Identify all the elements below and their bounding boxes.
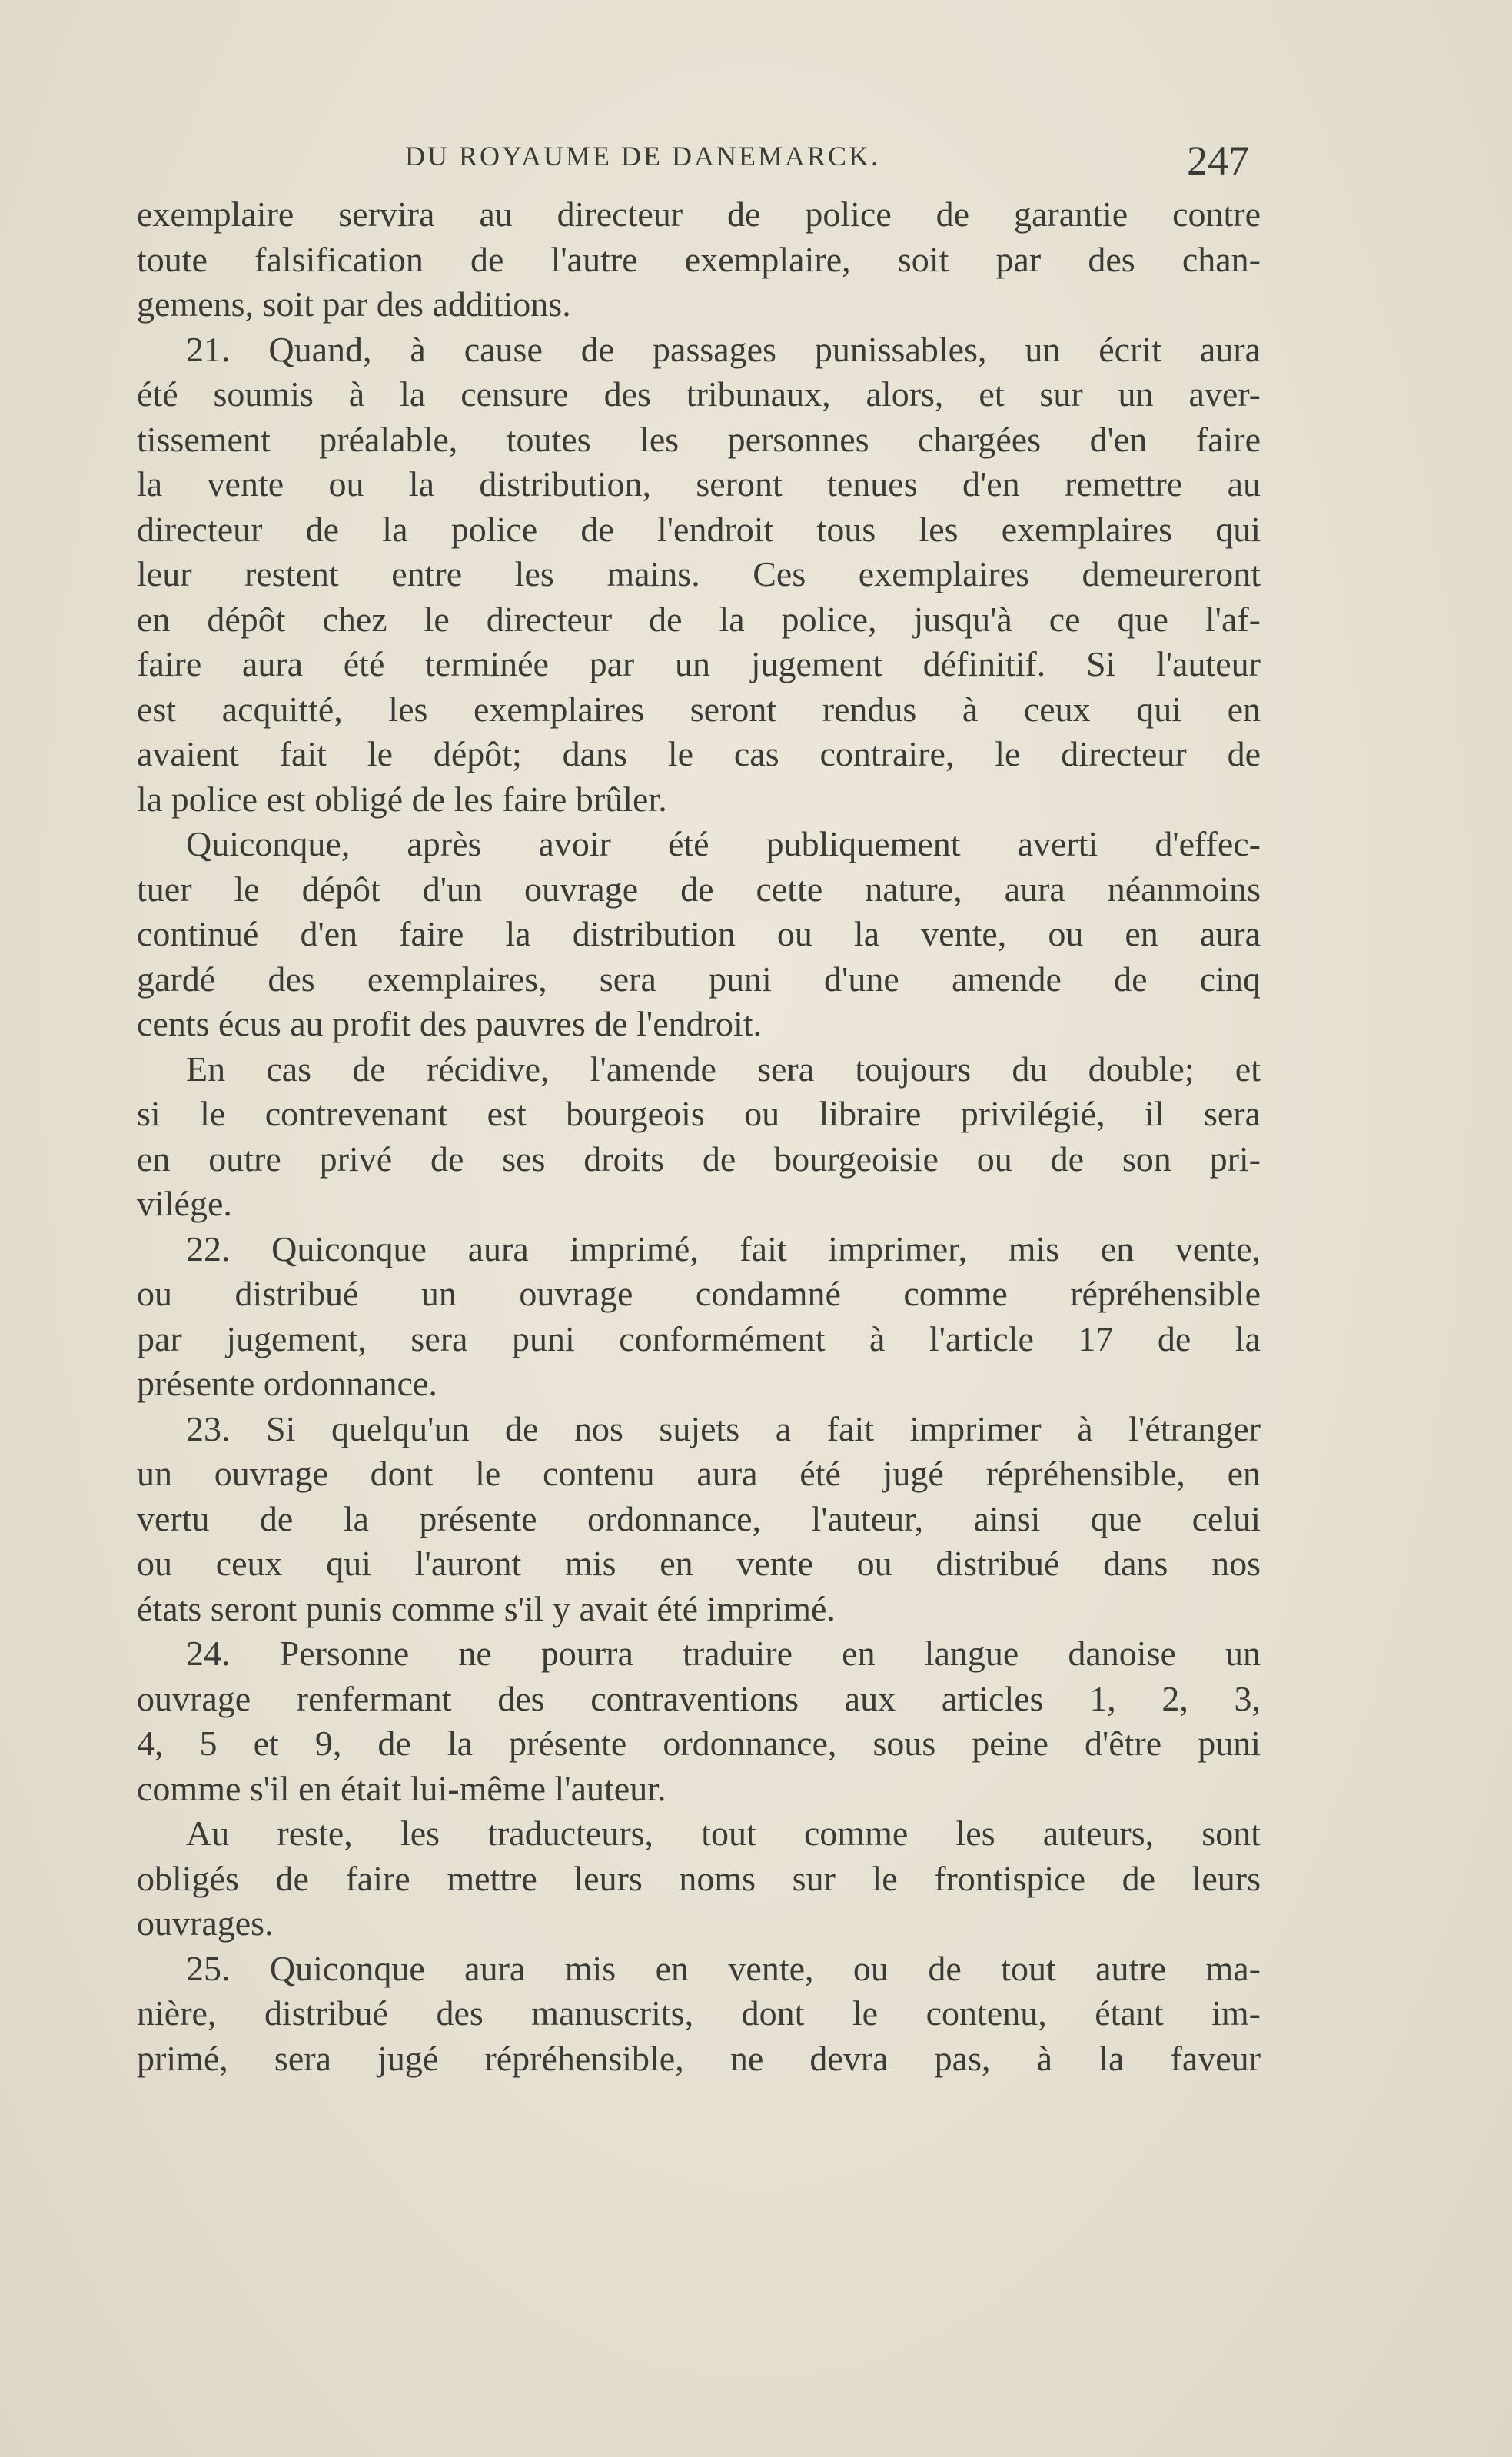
text-line: 22. Quiconque aura imprimé, fait imprimer, mis en vente, [186, 1228, 1261, 1268]
text-line: 21. Quand, à cause de passages punissables, un écrit aura [186, 329, 1261, 369]
text-line: primé, sera jugé répréhensible, ne devra pas, à la faveur [137, 2038, 1261, 2078]
text-line: en dépôt chez le directeur de la police, jusqu'à ce que l'af- [137, 599, 1261, 639]
text-line: Quiconque, après avoir été publiquement averti d'effec- [186, 824, 1261, 863]
text-line: vilége. [137, 1184, 232, 1223]
text-line: avaient fait le dépôt; dans le cas contraire, le directeur de [137, 734, 1261, 773]
text-line: été soumis à la censure des tribunaux, alors, et sur un aver- [137, 374, 1261, 414]
text-line: tissement préalable, toutes les personnes chargées d'en faire [137, 419, 1261, 459]
text-line: directeur de la police de l'endroit tous les exemplaires qui [137, 509, 1261, 549]
text-line: la vente ou la distribution, seront tenues d'en remettre au [137, 464, 1261, 504]
text-line: obligés de faire mettre leurs noms sur le frontispice de leurs [137, 1858, 1261, 1898]
text-line: exemplaire servira au directeur de police de garantie contre [137, 194, 1261, 234]
text-line: en outre privé de ses droits de bourgeoisie ou de son pri- [137, 1139, 1261, 1179]
text-line: ou distribué un ouvrage condamné comme répréhensible [137, 1274, 1261, 1313]
text-line: 24. Personne ne pourra traduire en langue danoise un [186, 1634, 1261, 1673]
text-line: cents écus au profit des pauvres de l'endroit. [137, 1004, 763, 1043]
body-text [137, 192, 1261, 2081]
text-line: par jugement, sera puni conformément à l'article 17 de la [137, 1318, 1261, 1358]
text-line: gardé des exemplaires, sera puni d'une amende de cinq [137, 959, 1261, 999]
text-line: continué d'en faire la distribution ou la vente, ou en aura [137, 914, 1261, 953]
text-line: ouvrage renfermant des contraventions aux articles 1, 2, 3, [137, 1678, 1261, 1718]
running-head: DU ROYAUME DE DANEMARCK. [405, 141, 881, 171]
text-line: faire aura été terminée par un jugement définitif. Si l'auteur [137, 644, 1261, 683]
text-line: états seront punis comme s'il y avait été imprimé. [137, 1588, 836, 1628]
text-line: la police est obligé de les faire brûler. [137, 779, 667, 819]
text-line: 4, 5 et 9, de la présente ordonnance, sous peine d'être puni [137, 1724, 1261, 1763]
text-line: vertu de la présente ordonnance, l'auteur, ainsi que celui [137, 1498, 1261, 1538]
text-line: ou ceux qui l'auront mis en vente ou distribué dans nos [137, 1544, 1261, 1583]
page-number: 247 [1187, 138, 1249, 184]
text-line: est acquitté, les exemplaires seront rendus à ceux qui en [137, 689, 1261, 729]
page-header [135, 137, 1257, 191]
text-line: nière, distribué des manuscrits, dont le contenu, étant im- [137, 1993, 1261, 2033]
text-line: présente ordonnance. [137, 1364, 437, 1403]
text-line: 23. Si quelqu'un de nos sujets a fait imprimer à l'étranger [186, 1408, 1261, 1448]
text-line: Au reste, les traducteurs, tout comme les auteurs, sont [186, 1814, 1261, 1853]
text-line: ouvrages. [137, 1903, 274, 1943]
text-line: toute falsification de l'autre exemplaire, soit par des chan- [137, 239, 1261, 279]
text-line: En cas de récidive, l'amende sera toujours du double; et [186, 1049, 1261, 1089]
text-line: si le contrevenant est bourgeois ou libraire privilégié, il sera [137, 1094, 1261, 1133]
text-line: 25. Quiconque aura mis en vente, ou de tout autre ma- [186, 1948, 1261, 1988]
text-line: un ouvrage dont le contenu aura été jugé répréhensible, en [137, 1454, 1261, 1493]
text-line: comme s'il en était lui-même l'auteur. [137, 1768, 666, 1808]
text-line: leur restent entre les mains. Ces exemplaires demeureront [137, 554, 1261, 593]
text-line: tuer le dépôt d'un ouvrage de cette nature, aura néanmoins [137, 869, 1261, 909]
text-line: gemens, soit par des additions. [137, 284, 571, 324]
